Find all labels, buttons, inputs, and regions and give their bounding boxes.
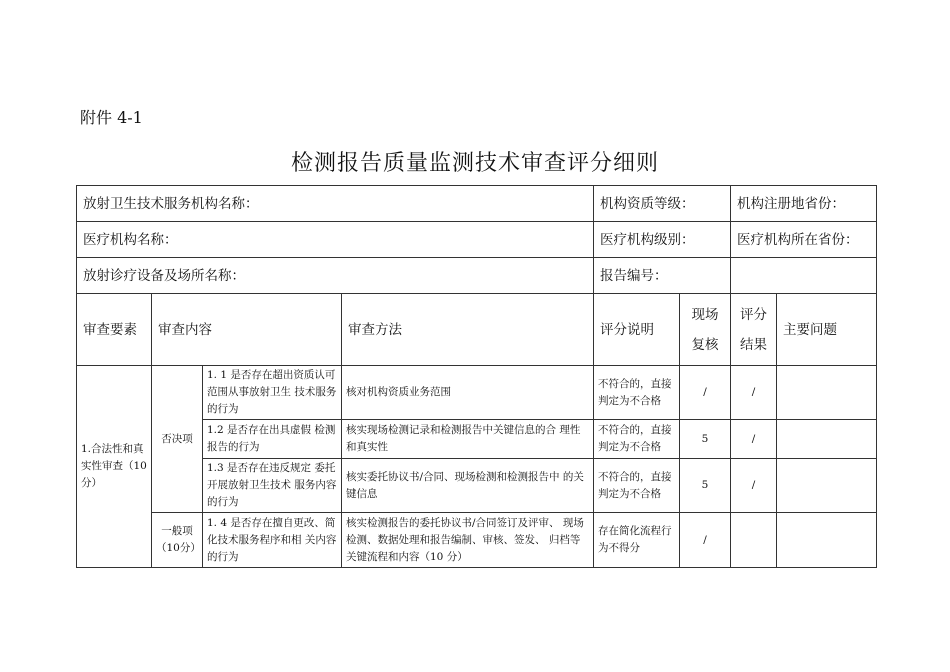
header-content: 审查内容 (152, 294, 342, 366)
org-province-field[interactable]: 机构注册地省份： (731, 186, 877, 222)
row-content: 1. 1 是否存在超出资质认可范围从事放射卫生 技术服务的行为 (203, 366, 342, 420)
column-header-row (77, 294, 877, 366)
row-method: 核对机构资质业务范围 (342, 366, 594, 420)
header-element: 审查要素 (77, 294, 152, 366)
med-name-field[interactable]: 医疗机构名称： (77, 222, 594, 258)
row-content: 1.2 是否存在出具虚假 检测报告的行为 (203, 420, 342, 459)
info-row-3 (77, 258, 877, 294)
header-recheck-line2: 复核 (691, 336, 719, 353)
row-method: 核实检测报告的委托协议书/合同签订及评审、 现场检测、数据处理和报告编制、审核、签发、 归档等关键流程和内容（10 分） (342, 513, 594, 568)
info-row-2 (77, 222, 877, 258)
report-no-field[interactable]: 报告编号： (594, 258, 731, 294)
veto-label: 否决项 (152, 366, 203, 513)
org-name-field[interactable]: 放射卫生技术服务机构名称： (77, 186, 594, 222)
empty-info-cell (731, 258, 877, 294)
row-scoring: 不符合的，直接判定为不合格 (594, 420, 680, 459)
row-scoring: 存在简化流程行为不得分 (594, 513, 680, 568)
device-name-field[interactable]: 放射诊疗设备及场所名称： (77, 258, 594, 294)
general-label: 一般项（10分） (152, 513, 203, 568)
row-recheck[interactable]: 5 (680, 420, 731, 459)
row-result[interactable]: / (731, 459, 777, 513)
header-result-line2: 结果 (740, 336, 767, 353)
row-scoring: 不符合的，直接判定为不合格 (594, 459, 680, 513)
row-issues[interactable] (777, 513, 877, 568)
header-result-line1: 评分 (740, 306, 767, 323)
header-scoring: 评分说明 (594, 294, 680, 366)
review-table (76, 185, 877, 568)
info-row-1 (77, 186, 877, 222)
header-recheck (680, 294, 731, 366)
row-recheck[interactable]: / (680, 513, 731, 568)
table-row (77, 366, 877, 420)
row-content: 1. 4 是否存在擅自更改、简化技术服务程序和相 关内容的行为 (203, 513, 342, 568)
row-content: 1.3 是否存在违反规定 委托开展放射卫生技术 服务内容的行为 (203, 459, 342, 513)
row-method: 核实现场检测记录和检测报告中关键信息的合 理性和真实性 (342, 420, 594, 459)
section-name: 1.合法性和真实性审查（10 分） (77, 366, 152, 568)
row-result[interactable]: / (731, 366, 777, 420)
header-recheck-line1: 现场 (691, 306, 719, 323)
row-result[interactable]: / (731, 420, 777, 459)
header-method: 审查方法 (342, 294, 594, 366)
row-result[interactable] (731, 513, 777, 568)
med-level-field[interactable]: 医疗机构级别： (594, 222, 731, 258)
row-issues[interactable] (777, 366, 877, 420)
table-row (77, 513, 877, 568)
header-issues: 主要问题 (777, 294, 877, 366)
row-recheck[interactable]: / (680, 366, 731, 420)
header-result (731, 294, 777, 366)
org-level-field[interactable]: 机构资质等级： (594, 186, 731, 222)
row-method: 核实委托协议书/合同、现场检测和检测报告中 的关键信息 (342, 459, 594, 513)
row-issues[interactable] (777, 420, 877, 459)
row-issues[interactable] (777, 459, 877, 513)
document-title: 检测报告质量监测技术审查评分细则 (290, 151, 659, 176)
med-province-field[interactable]: 医疗机构所在省份： (731, 222, 877, 258)
row-scoring: 不符合的，直接判定为不合格 (594, 366, 680, 420)
row-recheck[interactable]: 5 (680, 459, 731, 513)
annex-label: 附件 4-1 (80, 108, 143, 127)
